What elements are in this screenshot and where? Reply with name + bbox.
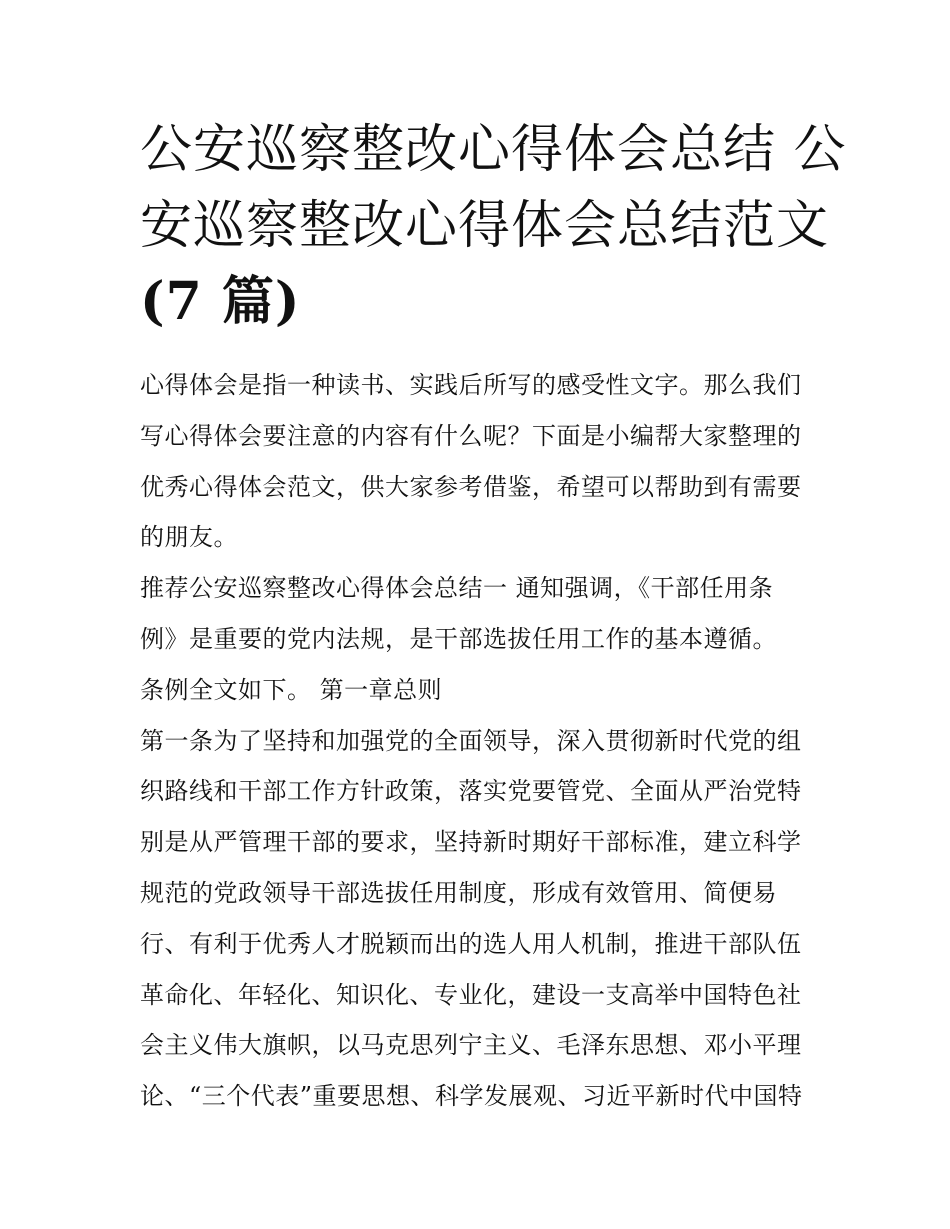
body-line: 第一条为了坚持和加强党的全面领导，深入贯彻新时代党的组 bbox=[140, 726, 802, 755]
body-line: 论、“三个代表”重要思想、科学发展观、习近平新时代中国特 bbox=[140, 1082, 803, 1111]
document-body bbox=[140, 360, 815, 1122]
body-line: 行、有利于优秀人才脱颖而出的选人用人机制，推进干部队伍 bbox=[140, 929, 802, 958]
title-line: 安巡察整改心得体会总结范文 bbox=[140, 196, 830, 256]
body-line: 心得体会是指一种读书、实践后所写的感受性文字。那么我们 bbox=[140, 371, 802, 399]
title-line: 公安巡察整改心得体会总结 公 bbox=[140, 120, 847, 180]
body-line: 写心得体会要注意的内容有什么呢？下面是小编帮大家整理的 bbox=[140, 421, 802, 450]
body-line: 优秀心得体会范文，供大家参考借鉴，希望可以帮助到有需要 bbox=[140, 472, 802, 501]
body-line: 织路线和干部工作方针政策，落实党要管党、全面从严治党特 bbox=[140, 777, 802, 806]
document-title bbox=[140, 112, 847, 340]
body-line: 别是从严管理干部的要求，坚持新时期好干部标准，建立科学 bbox=[140, 828, 802, 857]
document-page bbox=[140, 112, 847, 1122]
body-line: 革命化、年轻化、知识化、专业化，建设一支高举中国特色社 bbox=[140, 980, 802, 1009]
body-line: 推荐公安巡察整改心得体会总结一 通知强调，《干部任用条 bbox=[140, 574, 774, 603]
body-line: 例》是重要的党内法规，是干部选拔任用工作的基本遵循。 bbox=[140, 624, 777, 653]
body-line: 规范的党政领导干部选拔任用制度，形成有效管用、简便易 bbox=[140, 878, 777, 907]
body-line: 会主义伟大旗帜，以马克思列宁主义、毛泽东思想、邓小平理 bbox=[140, 1031, 802, 1060]
body-line: 的朋友。 bbox=[140, 523, 238, 552]
title-line: (7 篇) bbox=[140, 271, 301, 332]
body-line: 条例全文如下。 第一章总则 bbox=[140, 675, 443, 704]
